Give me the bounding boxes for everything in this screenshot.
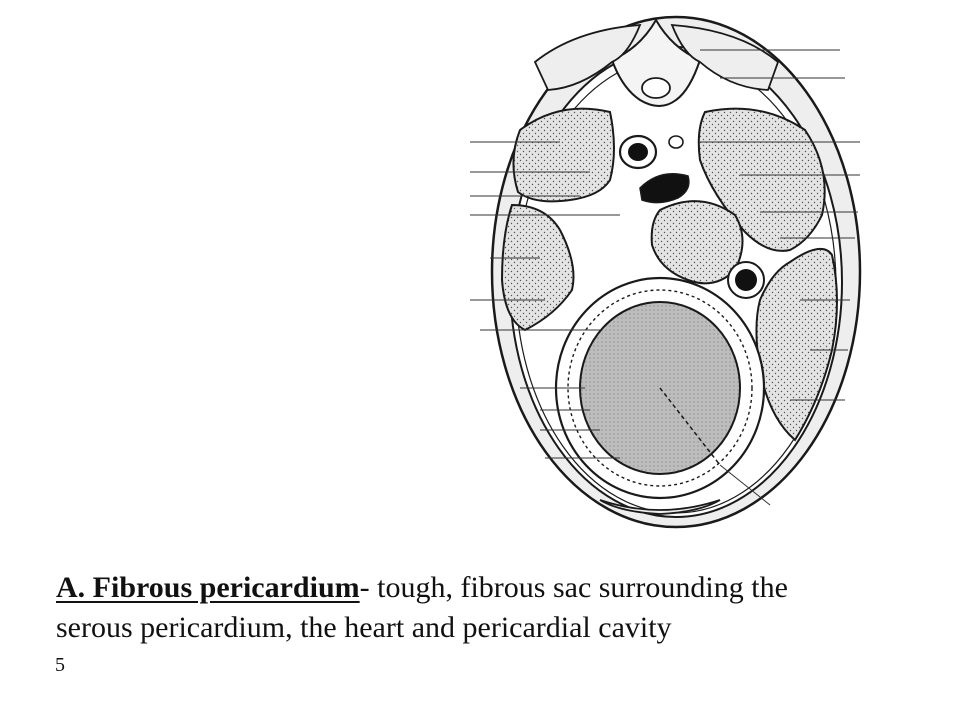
caption-term: A. Fibrous pericardium xyxy=(56,571,360,604)
vertebral-body xyxy=(642,78,670,98)
azygos-vein xyxy=(669,136,683,148)
aorta-lumen xyxy=(628,143,648,161)
caption-description: tough, fibrous sac surrounding the serous pericardium, the heart and pericardial cavity xyxy=(56,571,788,644)
slide-number: 5 xyxy=(55,654,65,676)
caption xyxy=(56,568,816,648)
caption-separator: - xyxy=(359,571,378,604)
pulmonary-vessel-lumen xyxy=(735,269,757,291)
